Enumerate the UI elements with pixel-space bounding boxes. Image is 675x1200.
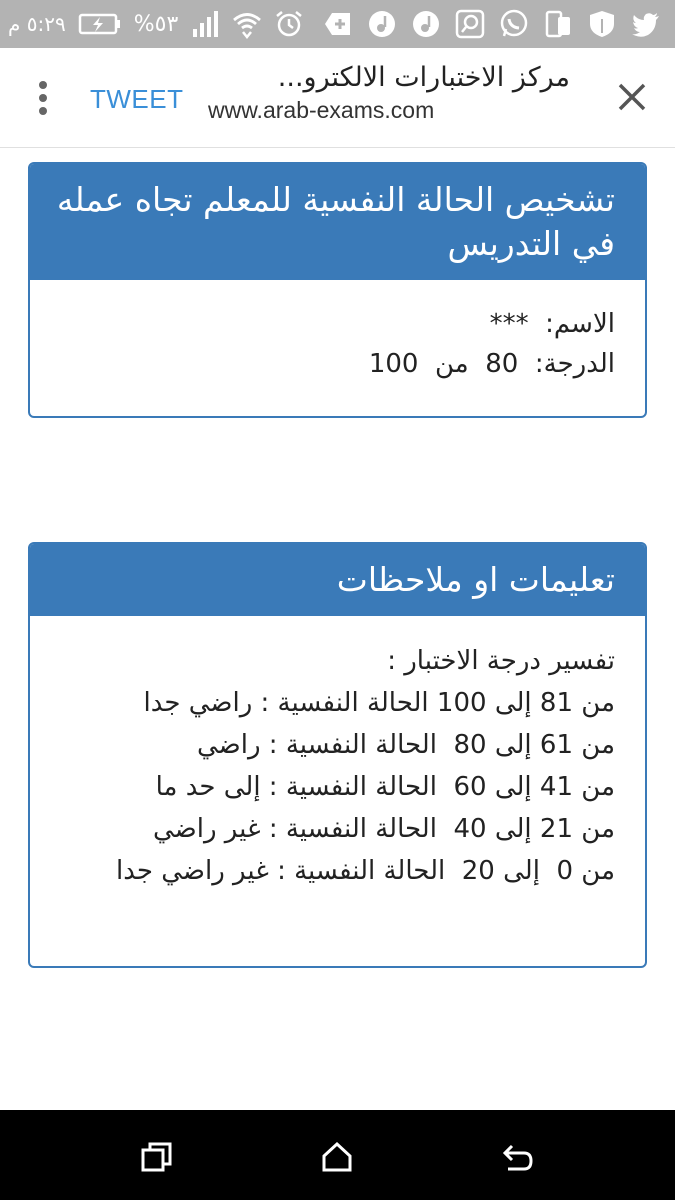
notes-line: تفسير درجة الاختبار : — [387, 646, 615, 676]
status-bar — [0, 0, 675, 48]
home-icon[interactable] — [320, 1140, 354, 1174]
page-title-block — [200, 62, 570, 124]
score-of: من — [435, 349, 469, 379]
navigation-bar — [0, 1110, 675, 1200]
alarm-icon — [274, 9, 304, 39]
name-label: الاسم: — [545, 309, 615, 339]
back-icon[interactable] — [500, 1140, 534, 1174]
tweet-button[interactable]: TWEET — [90, 84, 184, 114]
result-panel-body — [30, 280, 645, 404]
score-row — [50, 344, 615, 384]
notes-line: من 21 إلى 40 الحالة النفسية : غير راضي — [152, 814, 615, 844]
notes-line: من 0 إلى 20 الحالة النفسية : غير راضي جدا — [116, 856, 615, 886]
shield-icon — [587, 9, 617, 39]
battery-icon — [78, 9, 122, 39]
score-max: 100 — [368, 349, 419, 379]
signal-icon — [190, 9, 220, 39]
name-row — [50, 304, 615, 344]
notes-panel — [28, 542, 647, 968]
recent-apps-icon[interactable] — [140, 1140, 174, 1174]
status-bar-left — [8, 0, 304, 48]
notes-line: من 41 إلى 60 الحالة النفسية : إلى حد ما — [155, 772, 615, 802]
notes-panel-body — [30, 616, 645, 912]
wifi-icon — [232, 9, 262, 39]
phone-tablet-icon — [543, 9, 573, 39]
whatsapp-icon — [499, 9, 529, 39]
status-bar-right — [323, 0, 661, 48]
battery-percent: %٥٣ — [133, 11, 179, 37]
close-icon[interactable] — [617, 82, 647, 112]
score-value: 80 — [485, 349, 519, 379]
add-box-icon — [323, 9, 353, 39]
clock: ٥:٢٩ م — [8, 12, 66, 36]
page-url: www.arab-exams.com — [208, 97, 435, 123]
page-title: مركز الاختبارات الالكترو... — [277, 62, 570, 93]
notes-line: من 61 إلى 80 الحالة النفسية : راضي — [197, 730, 615, 760]
notes-panel-title: تعليمات او ملاحظات — [30, 544, 645, 616]
more-options-icon[interactable] — [28, 78, 58, 118]
music-note-icon — [367, 9, 397, 39]
name-value: *** — [489, 309, 529, 339]
search-app-icon — [455, 9, 485, 39]
result-panel-title: تشخيص الحالة النفسية للمعلم تجاه عمله في التدريس — [30, 164, 645, 280]
notes-line: من 81 إلى 100 الحالة النفسية : راضي جدا — [143, 688, 615, 718]
result-panel — [28, 162, 647, 418]
music-note-icon — [411, 9, 441, 39]
twitter-icon — [631, 9, 661, 39]
browser-header — [0, 48, 675, 148]
score-label: الدرجة: — [534, 349, 615, 379]
